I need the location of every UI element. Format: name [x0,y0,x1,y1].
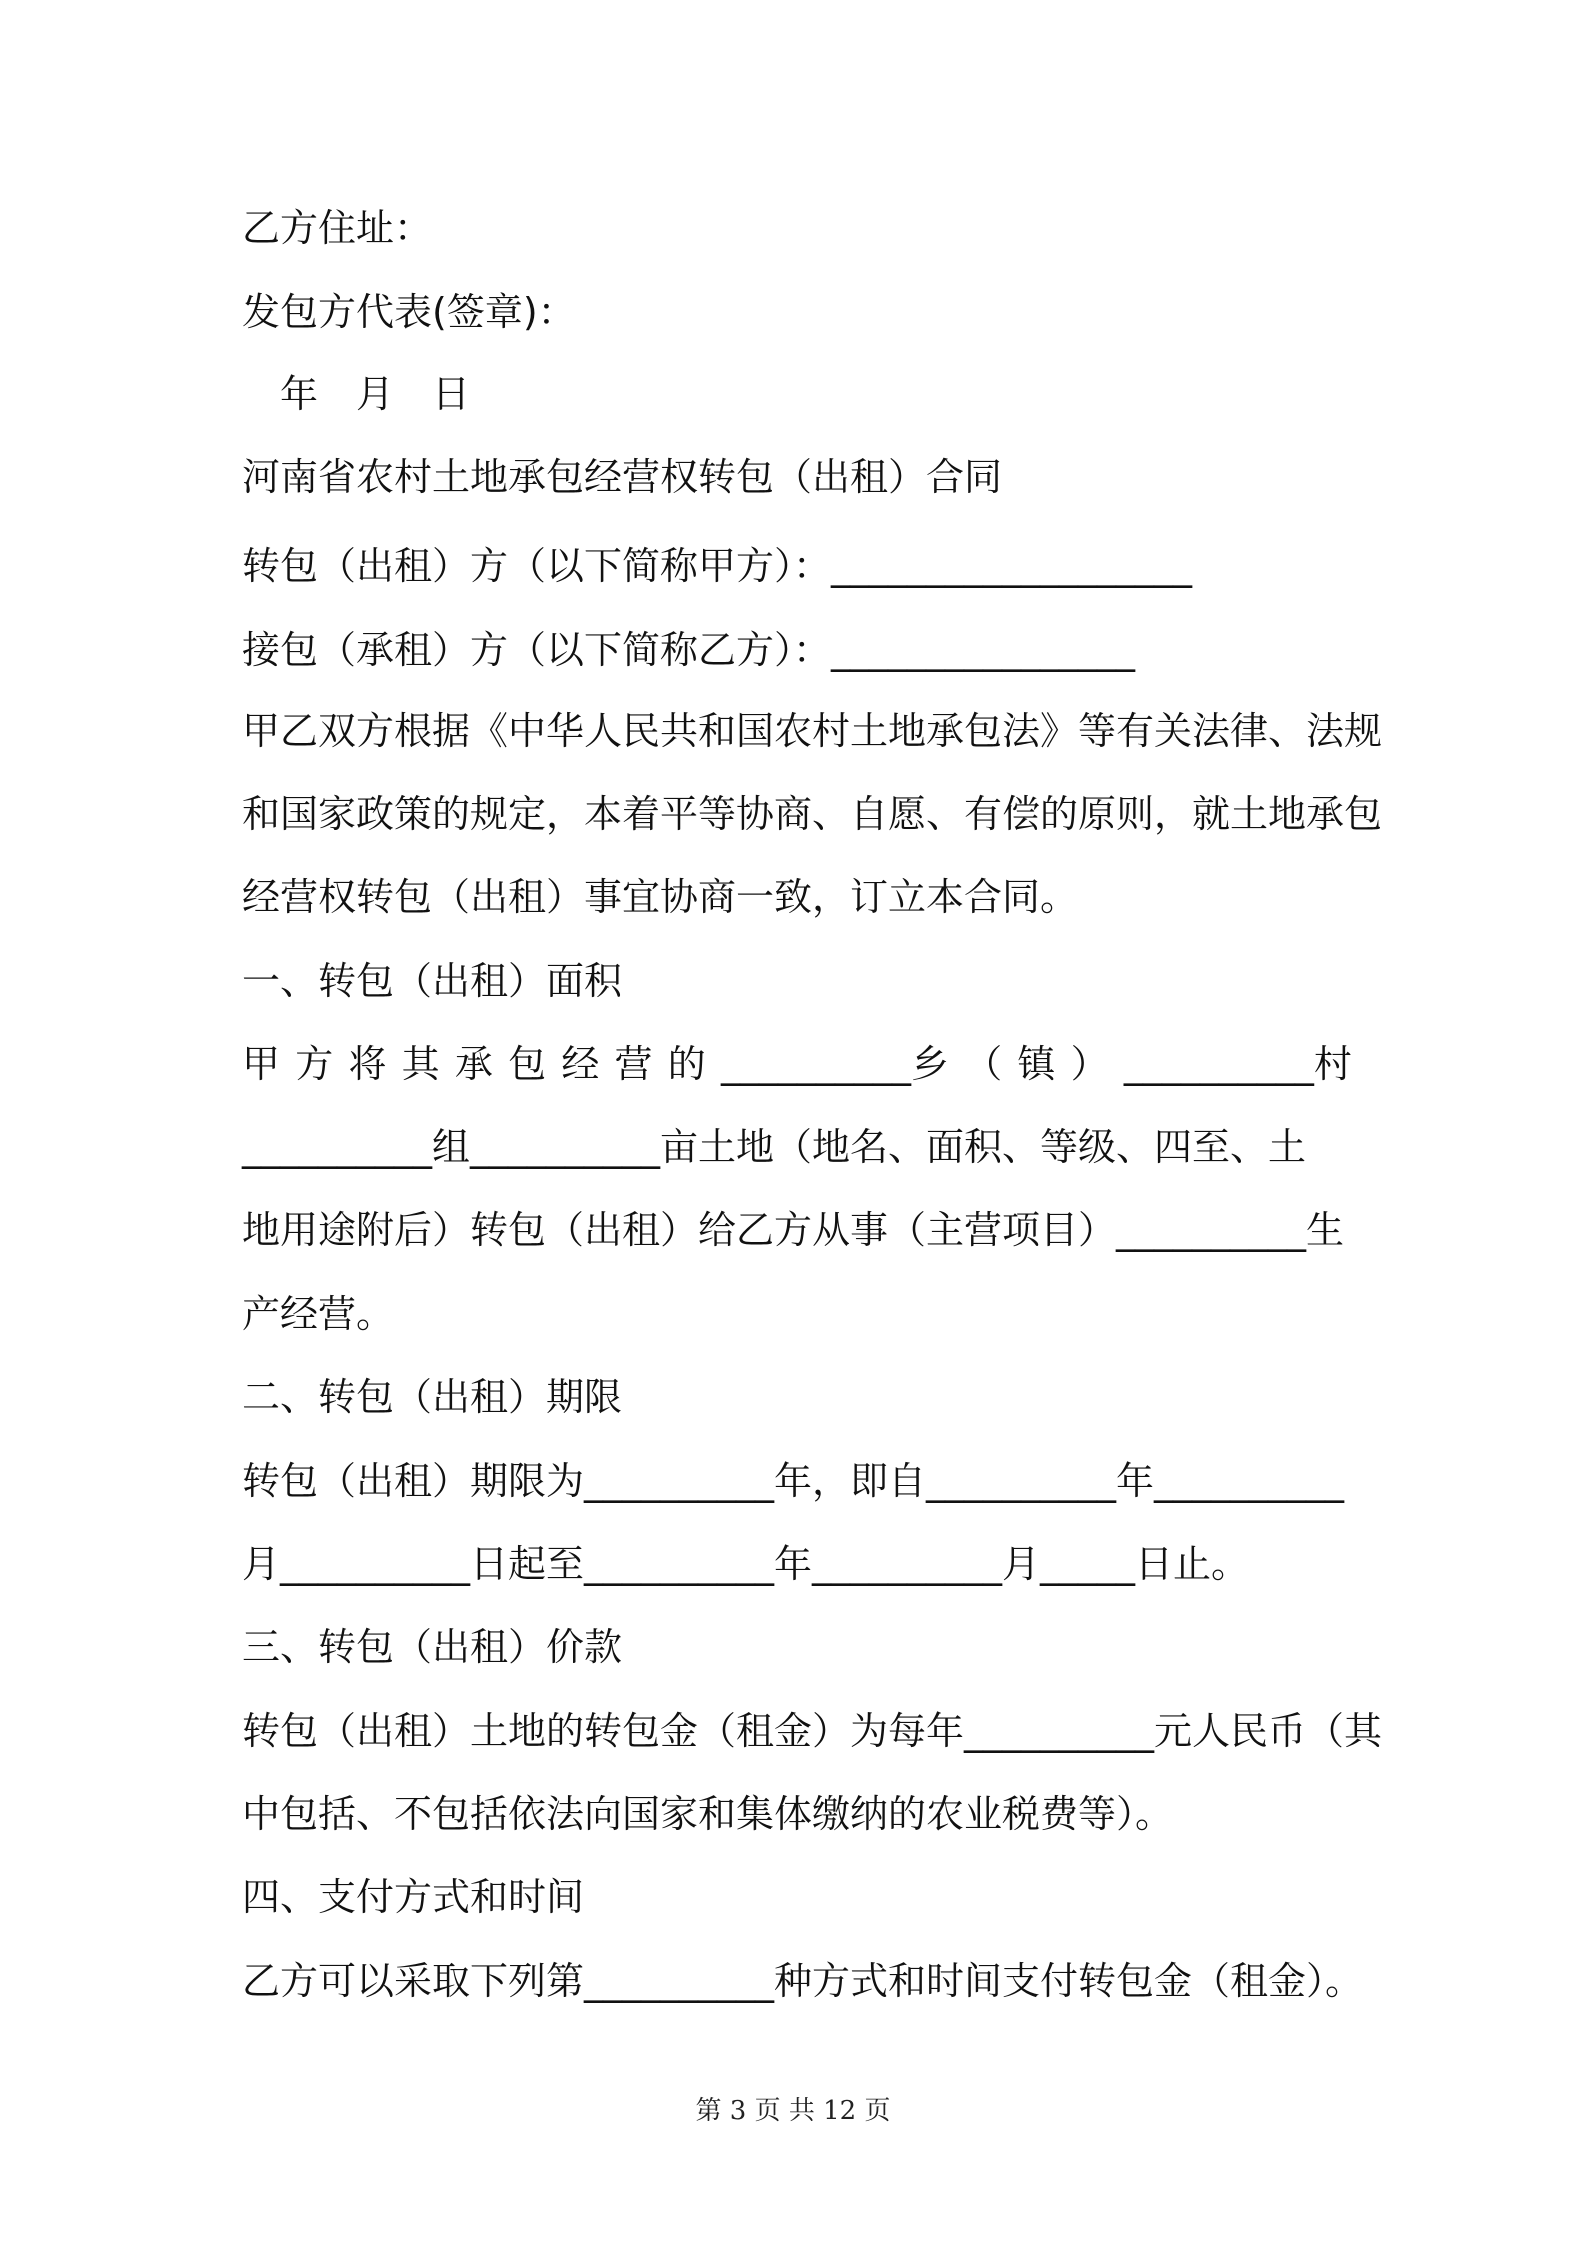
section-1-char: （ [964,1042,1003,1086]
section-1-char: 经 [561,1042,600,1086]
section-1-char: 承 [454,1042,493,1086]
section-4-heading: 四、支付方式和时间 [242,1875,585,1919]
contract-title: 河南省农村土地承包经营权转包（出租）合同 [242,455,1003,499]
preamble-line-2: 和国家政策的规定，本着平等协商、自愿、有偿的原则，就土地承包 [242,792,1383,836]
section-2-line-1: 转包（出租）期限为__________年，即自__________年__________ [242,1459,1345,1503]
section-1-char: 镇 [1017,1042,1056,1086]
page-number-footer: 第 3 页 共 12 页 [695,2096,891,2126]
section-2-heading: 二、转包（出租）期限 [242,1375,623,1419]
section-4-line-1: 乙方可以采取下列第__________种方式和时间支付转包金（租金）。 [242,1959,1364,2003]
contractor-representative-signature: 发包方代表(签章)： [242,290,576,334]
section-1-char: __________乡 [720,1042,949,1086]
party-a-line: 转包（出租）方（以下简称甲方）：___________________ [242,544,1193,588]
section-1-char: 包 [508,1042,547,1086]
section-3-line-2: 中包括、不包括依法向国家和集体缴纳的农业税费等）。 [242,1792,1174,1836]
section-1-line-2: __________组__________亩土地（地名、面积、等级、四至、土 [242,1125,1307,1169]
date-line: 年 月 日 [242,372,471,416]
preamble-line-1: 甲乙双方根据《中华人民共和国农村土地承包法》等有关法律、法规 [242,709,1383,753]
section-3-heading: 三、转包（出租）价款 [242,1625,623,1669]
section-1-heading: 一、转包（出租）面积 [242,959,623,1003]
section-1-line-3: 地用途附后）转包（出租）给乙方从事（主营项目）__________生 [242,1208,1345,1252]
section-1-line-1 [242,1040,1352,1088]
section-3-line-1: 转包（出租）土地的转包金（租金）为每年__________元人民币（其 [242,1709,1383,1753]
preamble-line-3: 经营权转包（出租）事宜协商一致，订立本合同。 [242,875,1079,919]
section-1-char: 其 [401,1042,440,1086]
section-1-char: ） [1070,1042,1109,1086]
section-1-char: 的 [667,1042,706,1086]
section-1-char: 将 [348,1042,387,1086]
section-1-char: 甲 [242,1042,281,1086]
section-1-char: __________村 [1123,1042,1352,1086]
party-b-line: 接包（承租）方（以下简称乙方）：________________ [242,628,1136,672]
section-1-char: 方 [295,1042,334,1086]
section-2-line-2: 月__________日起至__________年__________月_____日止。 [242,1542,1250,1586]
section-1-line-4: 产经营。 [242,1292,395,1336]
party-b-address: 乙方住址： [242,206,433,250]
section-1-char: 营 [614,1042,653,1086]
